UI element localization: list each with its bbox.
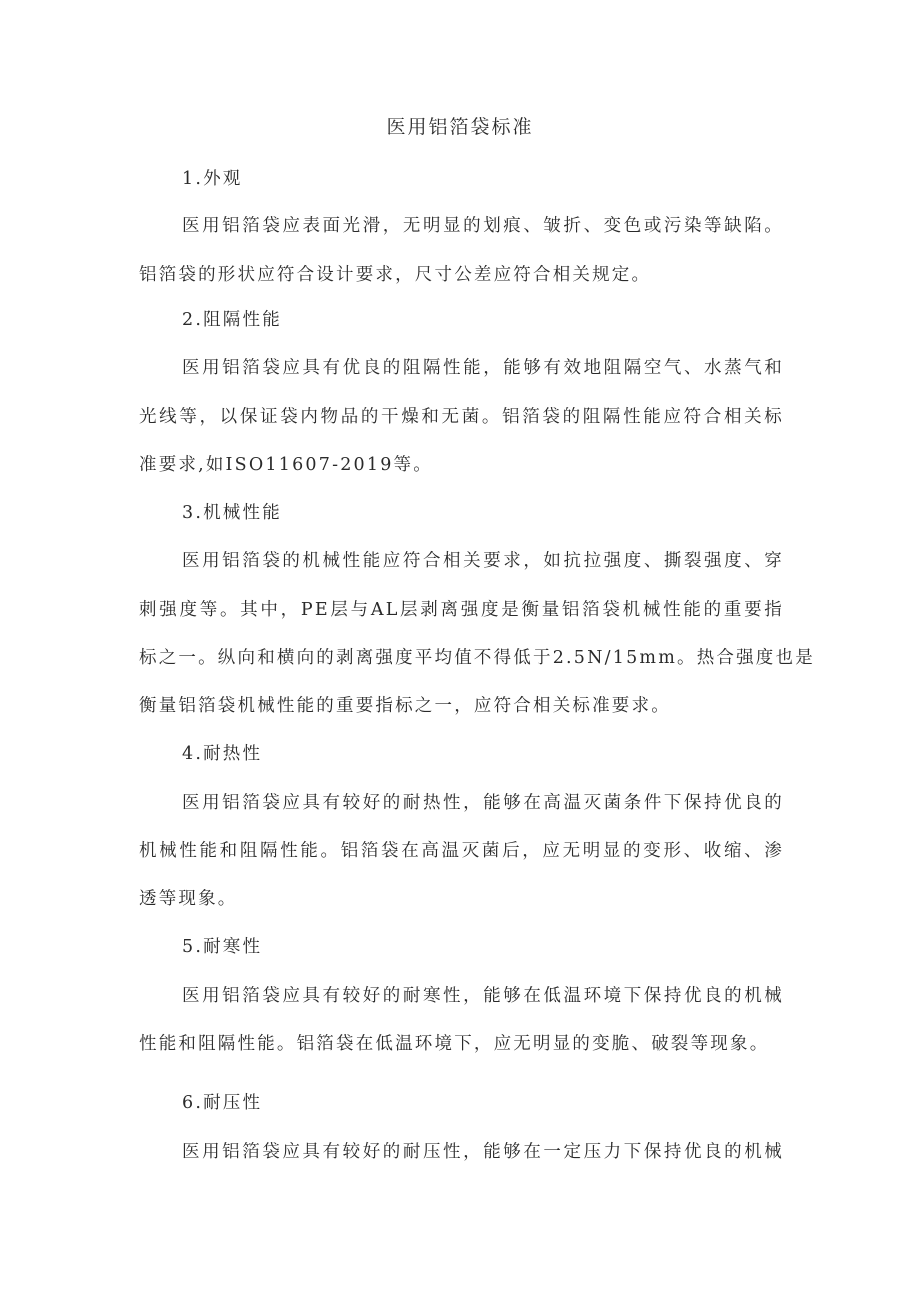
paragraph-line: 医用铝箔袋应具有较好的耐压性，能够在一定压力下保持优良的机械 <box>182 1142 784 1162</box>
section-heading-barrier: 2.阻隔性能 <box>182 310 282 330</box>
paragraph-line: 医用铝箔袋应具有较好的耐热性，能够在高温灭菌条件下保持优良的 <box>182 793 784 813</box>
paragraph-line: 光线等，以保证袋内物品的干燥和无菌。铝箔袋的阻隔性能应符合相关标 <box>139 407 784 427</box>
section-heading-cold-resistance: 5.耐寒性 <box>182 937 263 957</box>
paragraph-line: 衡量铝箔袋机械性能的重要指标之一，应符合相关标准要求。 <box>139 696 671 716</box>
section-heading-appearance: 1.外观 <box>182 169 243 189</box>
section-heading-mechanical: 3.机械性能 <box>182 503 282 523</box>
paragraph-line: 准要求,如ISO11607-2019等。 <box>139 455 433 475</box>
paragraph-line: 机械性能和阻隔性能。铝箔袋在高温灭菌后，应无明显的变形、收缩、渗 <box>139 841 784 861</box>
section-heading-heat-resistance: 4.耐热性 <box>182 744 263 764</box>
document-title: 医用铝箔袋标准 <box>386 116 534 138</box>
paragraph-line: 刺强度等。其中，PE层与AL层剥离强度是衡量铝箔袋机械性能的重要指 <box>139 600 785 620</box>
paragraph-line: 透等现象。 <box>139 889 238 909</box>
paragraph-line: 性能和阻隔性能。铝箔袋在低温环境下，应无明显的变脆、破裂等现象。 <box>139 1034 770 1054</box>
paragraph-line: 标之一。纵向和横向的剥离强度平均值不得低于2.5N/15mm。热合强度也是 <box>139 648 815 668</box>
paragraph-line: 医用铝箔袋应具有优良的阻隔性能，能够有效地阻隔空气、水蒸气和 <box>182 358 784 378</box>
section-heading-pressure-resistance: 6.耐压性 <box>182 1093 263 1113</box>
paragraph-line: 医用铝箔袋的机械性能应符合相关要求，如抗拉强度、撕裂强度、穿 <box>182 551 784 571</box>
paragraph-line: 医用铝箔袋应表面光滑，无明显的划痕、皱折、变色或污染等缺陷。 <box>182 216 784 236</box>
paragraph-line: 医用铝箔袋应具有较好的耐寒性，能够在低温环境下保持优良的机械 <box>182 986 784 1006</box>
paragraph-line: 铝箔袋的形状应符合设计要求，尺寸公差应符合相关规定。 <box>139 265 652 285</box>
